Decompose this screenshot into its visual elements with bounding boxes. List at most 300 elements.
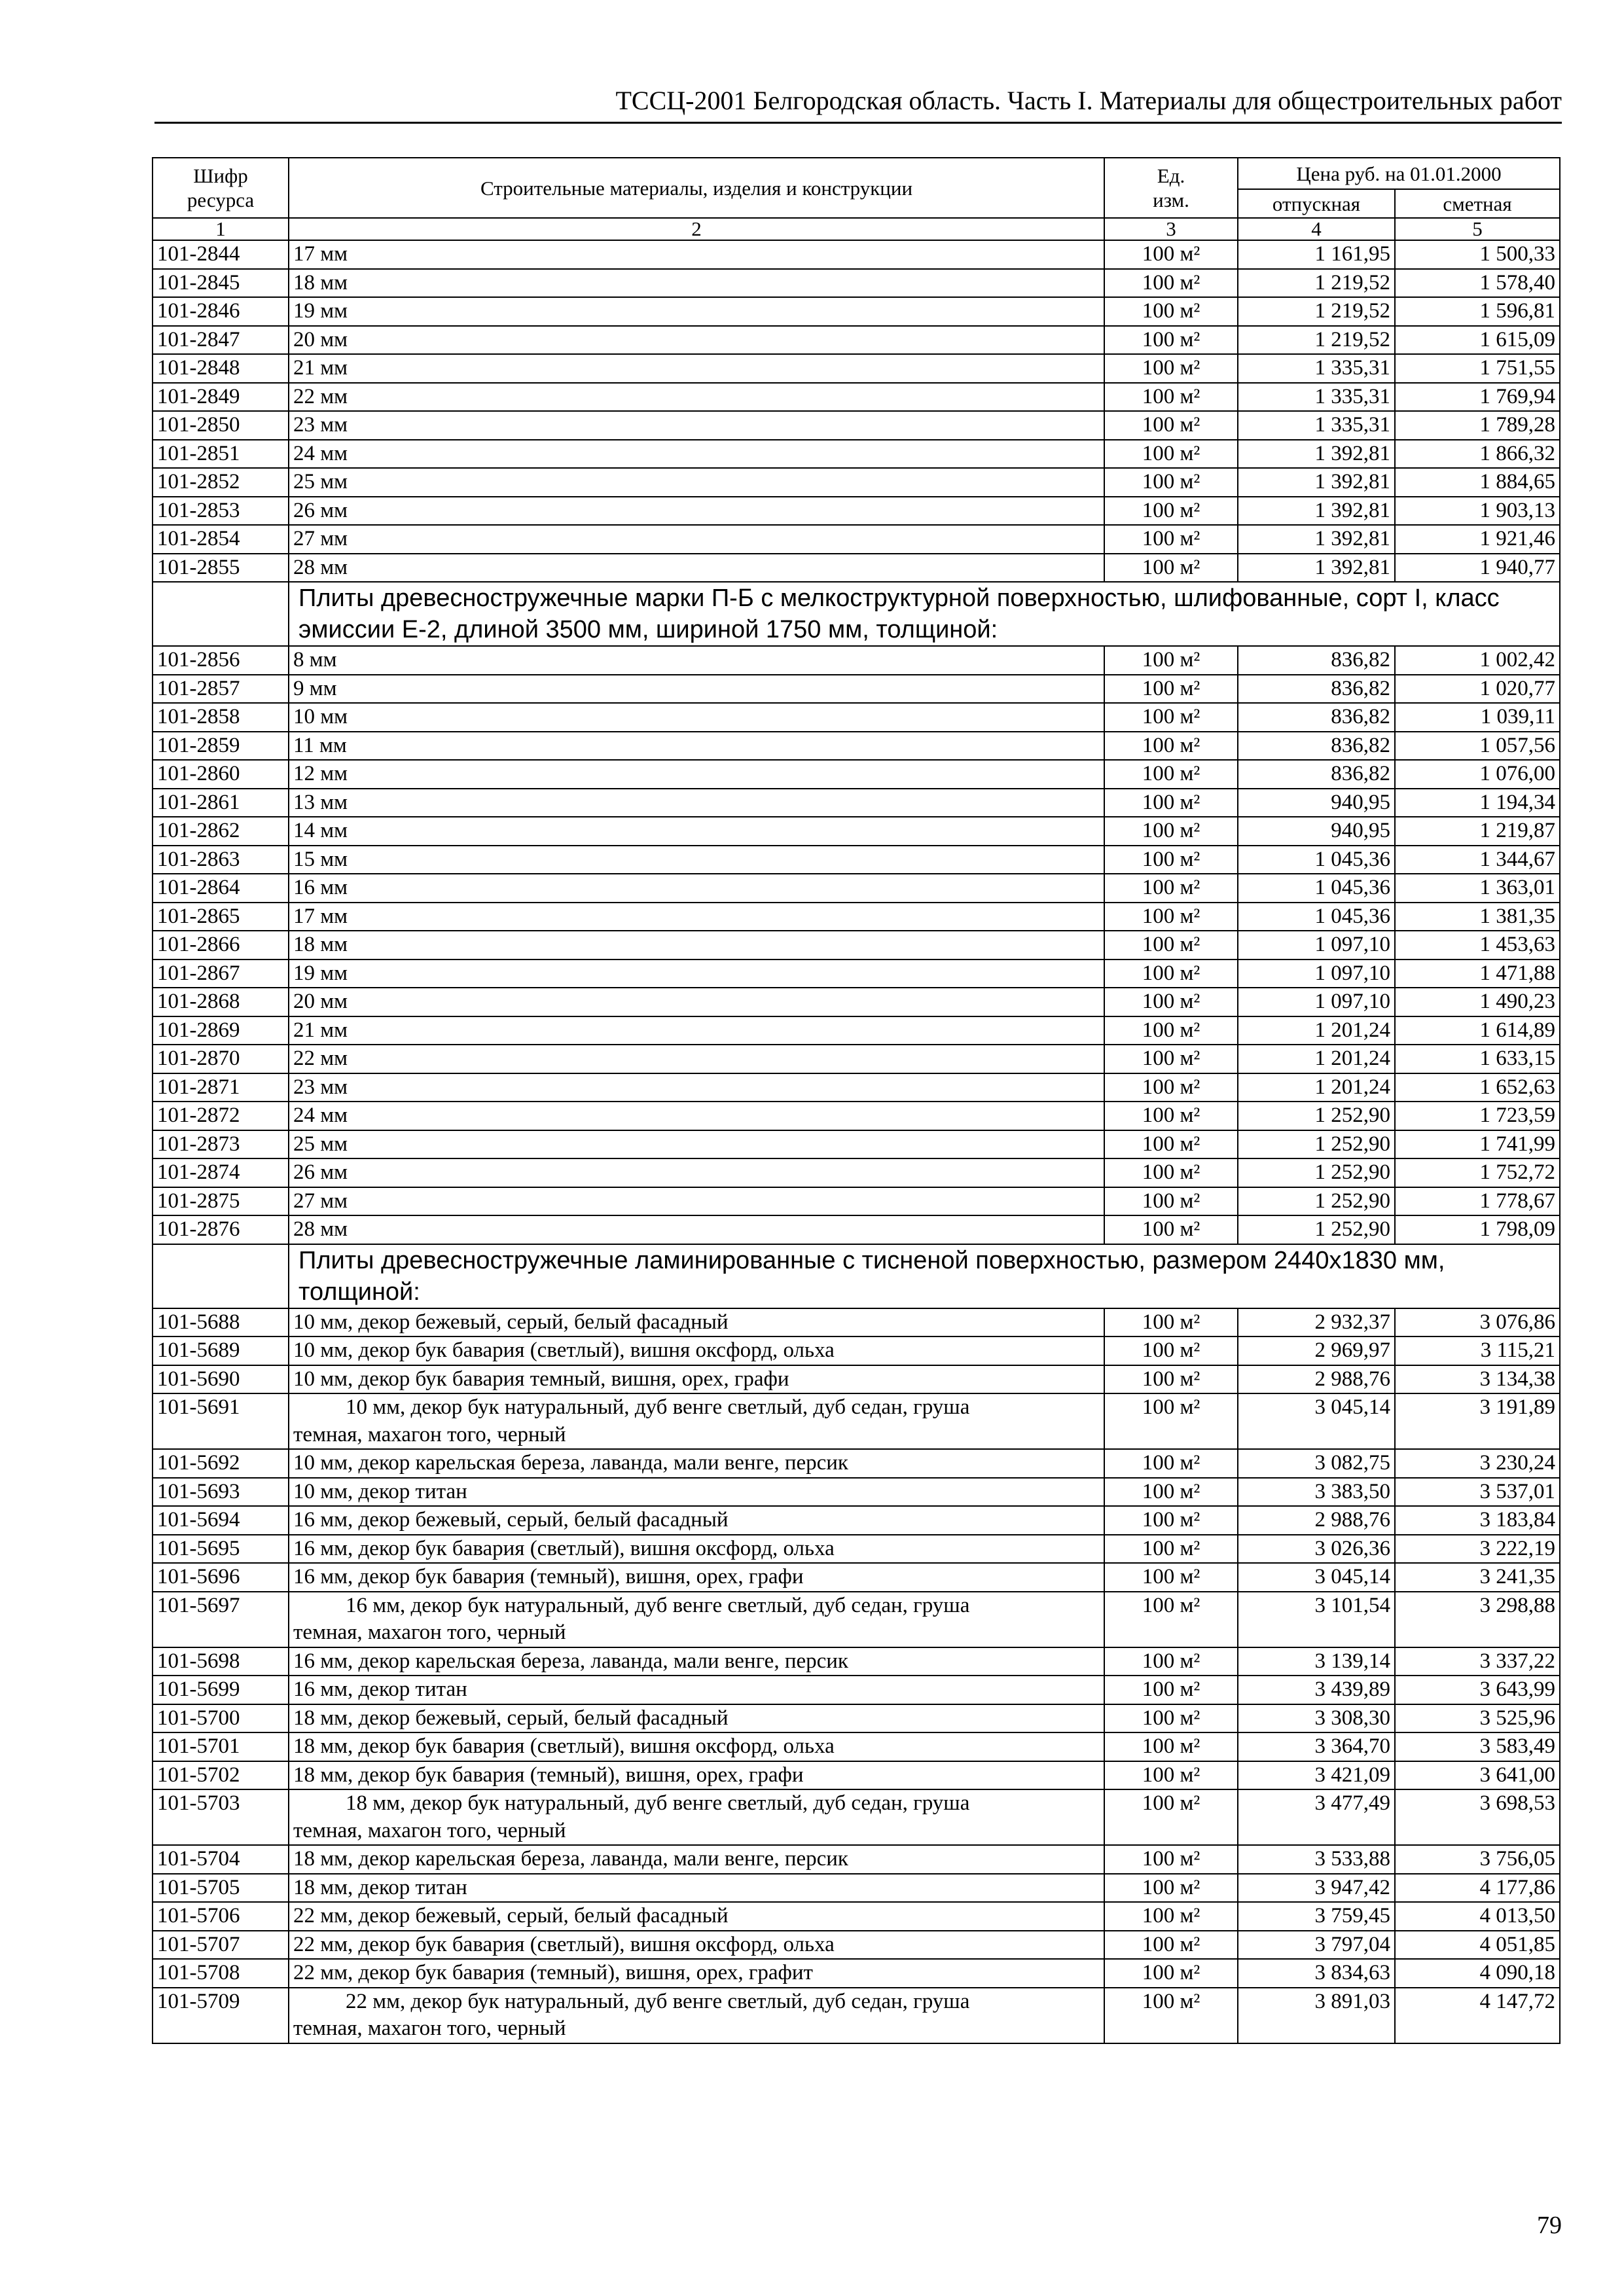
table-row	[153, 1102, 1560, 1130]
table-row	[153, 1959, 1560, 1988]
resource-code: 101-2845	[153, 269, 289, 298]
estimate-price: 4 051,85	[1395, 1931, 1560, 1960]
unit: 100 м²	[1104, 732, 1238, 761]
column-header-release: отпускная	[1238, 189, 1395, 218]
release-price: 940,95	[1238, 789, 1395, 817]
table-row	[153, 931, 1560, 960]
material-name: 10 мм, декор бук бавария (светлый), вишня оксфорд, ольха	[289, 1336, 1104, 1365]
estimate-price: 1 020,77	[1395, 675, 1560, 704]
estimate-price: 1 490,23	[1395, 988, 1560, 1016]
unit: 100 м²	[1104, 846, 1238, 874]
table-row	[153, 525, 1560, 554]
column-numbers-row: 1 2 3 4 5	[153, 218, 1560, 240]
unit: 100 м²	[1104, 1676, 1238, 1704]
resource-code: 101-2873	[153, 1130, 289, 1159]
table-row	[153, 1478, 1560, 1507]
table-row	[153, 646, 1560, 675]
material-name: 28 мм	[289, 1215, 1104, 1244]
material-name: 10 мм, декор бук бавария темный, вишня, орех, графи	[289, 1365, 1104, 1394]
table-row	[153, 1016, 1560, 1045]
release-price: 1 045,36	[1238, 903, 1395, 931]
estimate-price: 1 789,28	[1395, 411, 1560, 440]
resource-code: 101-2863	[153, 846, 289, 874]
material-name-line: 16 мм, декор бук натуральный, дуб венге светлый, дуб седан, груша	[346, 1593, 970, 1617]
release-price: 836,82	[1238, 703, 1395, 732]
resource-code: 101-5690	[153, 1365, 289, 1394]
material-name: 10 мм, декор карельская береза, лаванда, мали венге, персик	[289, 1449, 1104, 1478]
resource-code: 101-2862	[153, 817, 289, 846]
unit: 100 м²	[1104, 874, 1238, 903]
resource-code: 101-2867	[153, 960, 289, 988]
unit: 100 м²	[1104, 1761, 1238, 1790]
unit: 100 м²	[1104, 1592, 1238, 1647]
resource-code: 101-5709	[153, 1988, 289, 2043]
material-name: 22 мм, декор бук бавария (темный), вишня, орех, графит	[289, 1959, 1104, 1988]
material-name: 16 мм, декор титан	[289, 1676, 1104, 1704]
material-name: 25 мм	[289, 1130, 1104, 1159]
material-name	[289, 1789, 1104, 1845]
unit: 100 м²	[1104, 1449, 1238, 1478]
resource-code: 101-5707	[153, 1931, 289, 1960]
release-price: 1 392,81	[1238, 468, 1395, 497]
material-name: 22 мм	[289, 1045, 1104, 1073]
table-row	[153, 297, 1560, 326]
unit: 100 м²	[1104, 1732, 1238, 1761]
unit: 100 м²	[1104, 960, 1238, 988]
resource-code: 101-5702	[153, 1761, 289, 1790]
material-name: 16 мм, декор бежевый, серый, белый фасадный	[289, 1506, 1104, 1535]
release-price: 1 335,31	[1238, 383, 1395, 412]
release-price: 3 045,14	[1238, 1563, 1395, 1592]
estimate-price: 1 578,40	[1395, 269, 1560, 298]
release-price: 3 797,04	[1238, 1931, 1395, 1960]
estimate-price: 1 778,67	[1395, 1187, 1560, 1216]
release-price: 3 439,89	[1238, 1676, 1395, 1704]
table-row	[153, 1393, 1560, 1449]
estimate-price: 1 614,89	[1395, 1016, 1560, 1045]
release-price: 1 252,90	[1238, 1130, 1395, 1159]
estimate-price: 3 337,22	[1395, 1647, 1560, 1676]
release-price: 3 421,09	[1238, 1761, 1395, 1790]
material-name: 27 мм	[289, 525, 1104, 554]
table-row	[153, 1704, 1560, 1733]
resource-code: 101-2852	[153, 468, 289, 497]
material-name: 18 мм, декор бук бавария (темный), вишня, орех, графи	[289, 1761, 1104, 1790]
release-price: 1 201,24	[1238, 1073, 1395, 1102]
resource-code: 101-2849	[153, 383, 289, 412]
table-row	[153, 1931, 1560, 1960]
page-header: ТССЦ-2001 Белгородская область. Часть I. Материалы для общестроительных работ	[154, 84, 1562, 124]
material-name: 28 мм	[289, 554, 1104, 583]
resource-code: 101-2846	[153, 297, 289, 326]
release-price: 3 891,03	[1238, 1988, 1395, 2043]
material-name: 20 мм	[289, 988, 1104, 1016]
estimate-price: 1 752,72	[1395, 1158, 1560, 1187]
material-name-line: темная, махагон того, черный	[293, 2017, 566, 2040]
unit: 100 м²	[1104, 1158, 1238, 1187]
release-price: 836,82	[1238, 760, 1395, 789]
material-name: 13 мм	[289, 789, 1104, 817]
material-name: 9 мм	[289, 675, 1104, 704]
table-row	[153, 269, 1560, 298]
material-name: 26 мм	[289, 497, 1104, 526]
resource-code: 101-5689	[153, 1336, 289, 1365]
estimate-price: 1 500,33	[1395, 240, 1560, 269]
unit: 100 м²	[1104, 1959, 1238, 1988]
release-price: 3 383,50	[1238, 1478, 1395, 1507]
unit: 100 м²	[1104, 1393, 1238, 1449]
unit: 100 м²	[1104, 1365, 1238, 1394]
table-row	[153, 1158, 1560, 1187]
table-row	[153, 411, 1560, 440]
table-row	[153, 1563, 1560, 1592]
resource-code: 101-5688	[153, 1308, 289, 1337]
resource-code: 101-5698	[153, 1647, 289, 1676]
unit: 100 м²	[1104, 1187, 1238, 1216]
unit: 100 м²	[1104, 497, 1238, 526]
release-price: 1 219,52	[1238, 326, 1395, 355]
resource-code: 101-5696	[153, 1563, 289, 1592]
table-row	[153, 675, 1560, 704]
material-name: 26 мм	[289, 1158, 1104, 1187]
estimate-price: 1 723,59	[1395, 1102, 1560, 1130]
column-header-unit: Ед. изм.	[1104, 158, 1238, 218]
resource-code: 101-5693	[153, 1478, 289, 1507]
resource-code: 101-2859	[153, 732, 289, 761]
table-row	[153, 497, 1560, 526]
material-name-line: темная, махагон того, черный	[293, 1621, 566, 1644]
estimate-price: 1 798,09	[1395, 1215, 1560, 1244]
unit: 100 м²	[1104, 1647, 1238, 1676]
table-row	[153, 732, 1560, 761]
table-row	[153, 1073, 1560, 1102]
release-price: 1 219,52	[1238, 297, 1395, 326]
estimate-price: 3 115,21	[1395, 1336, 1560, 1365]
material-name: 22 мм, декор бежевый, серый, белый фасадный	[289, 1902, 1104, 1931]
table-row	[153, 1592, 1560, 1647]
unit: 100 м²	[1104, 354, 1238, 383]
estimate-price: 3 183,84	[1395, 1506, 1560, 1535]
release-price: 836,82	[1238, 675, 1395, 704]
estimate-price: 1 363,01	[1395, 874, 1560, 903]
material-name	[289, 1592, 1104, 1647]
release-price: 1 201,24	[1238, 1016, 1395, 1045]
material-name-line: 22 мм, декор бук натуральный, дуб венге светлый, дуб седан, груша	[346, 1989, 970, 2013]
material-name: 17 мм	[289, 903, 1104, 931]
release-price: 1 252,90	[1238, 1102, 1395, 1130]
table-row	[153, 1845, 1560, 1874]
material-name: 23 мм	[289, 1073, 1104, 1102]
table-row	[153, 903, 1560, 931]
estimate-price: 1 453,63	[1395, 931, 1560, 960]
table-row	[153, 1789, 1560, 1845]
unit: 100 м²	[1104, 817, 1238, 846]
table-row	[153, 1187, 1560, 1216]
release-price: 1 252,90	[1238, 1158, 1395, 1187]
estimate-price: 3 643,99	[1395, 1676, 1560, 1704]
material-name-line: темная, махагон того, черный	[293, 1422, 566, 1446]
resource-code: 101-2870	[153, 1045, 289, 1073]
estimate-price: 1 633,15	[1395, 1045, 1560, 1073]
table-row	[153, 789, 1560, 817]
table-row	[153, 440, 1560, 469]
resource-code: 101-2858	[153, 703, 289, 732]
estimate-price: 3 525,96	[1395, 1704, 1560, 1733]
material-name: 8 мм	[289, 646, 1104, 675]
column-header-estimate: сметная	[1395, 189, 1560, 218]
release-price: 1 392,81	[1238, 525, 1395, 554]
table-row	[153, 1874, 1560, 1903]
material-name: 25 мм	[289, 468, 1104, 497]
material-name	[289, 1988, 1104, 2043]
resource-code: 101-5697	[153, 1592, 289, 1647]
estimate-price: 3 076,86	[1395, 1308, 1560, 1337]
release-price: 2 988,76	[1238, 1506, 1395, 1535]
material-name: 16 мм, декор карельская береза, лаванда, мали венге, персик	[289, 1647, 1104, 1676]
resource-code: 101-5703	[153, 1789, 289, 1845]
unit: 100 м²	[1104, 988, 1238, 1016]
release-price: 3 834,63	[1238, 1959, 1395, 1988]
estimate-price: 1 039,11	[1395, 703, 1560, 732]
estimate-price: 1 940,77	[1395, 554, 1560, 583]
material-name: 14 мм	[289, 817, 1104, 846]
resource-code: 101-2876	[153, 1215, 289, 1244]
table-row	[153, 1215, 1560, 1244]
table-row	[153, 1449, 1560, 1478]
material-name-line: 10 мм, декор бук натуральный, дуб венге светлый, дуб седан, груша	[346, 1395, 970, 1419]
section-code-empty	[153, 582, 289, 646]
release-price: 1 219,52	[1238, 269, 1395, 298]
table-row	[153, 383, 1560, 412]
unit: 100 м²	[1104, 789, 1238, 817]
release-price: 1 335,31	[1238, 411, 1395, 440]
column-header-price: Цена руб. на 01.01.2000	[1238, 158, 1560, 189]
estimate-price: 3 222,19	[1395, 1535, 1560, 1564]
unit: 100 м²	[1104, 1045, 1238, 1073]
material-name: 19 мм	[289, 297, 1104, 326]
release-price: 2 932,37	[1238, 1308, 1395, 1337]
unit: 100 м²	[1104, 1988, 1238, 2043]
release-price: 1 335,31	[1238, 354, 1395, 383]
resource-code: 101-5708	[153, 1959, 289, 1988]
material-name: 18 мм, декор титан	[289, 1874, 1104, 1903]
estimate-price: 3 230,24	[1395, 1449, 1560, 1478]
section-header-row	[153, 1244, 1560, 1308]
table-row	[153, 1676, 1560, 1704]
unit: 100 м²	[1104, 931, 1238, 960]
material-name: 10 мм	[289, 703, 1104, 732]
unit: 100 м²	[1104, 1902, 1238, 1931]
table-row	[153, 1336, 1560, 1365]
estimate-price: 3 134,38	[1395, 1365, 1560, 1394]
estimate-price: 4 177,86	[1395, 1874, 1560, 1903]
column-header-code: Шифр ресурса	[153, 158, 289, 218]
material-name: 18 мм, декор бук бавария (светлый), вишня оксфорд, ольха	[289, 1732, 1104, 1761]
material-name-line: темная, махагон того, черный	[293, 1818, 566, 1842]
table-row	[153, 354, 1560, 383]
unit: 100 м²	[1104, 1130, 1238, 1159]
unit: 100 м²	[1104, 1102, 1238, 1130]
section-title: Плиты древесностружечные ламинированные с тисненой поверхностью, размером 2440х1830 мм, толщиной:	[289, 1244, 1560, 1308]
unit: 100 м²	[1104, 703, 1238, 732]
table-row	[153, 988, 1560, 1016]
estimate-price: 3 583,49	[1395, 1732, 1560, 1761]
resource-code: 101-2861	[153, 789, 289, 817]
unit: 100 м²	[1104, 760, 1238, 789]
estimate-price: 1 002,42	[1395, 646, 1560, 675]
material-name: 27 мм	[289, 1187, 1104, 1216]
estimate-price: 3 756,05	[1395, 1845, 1560, 1874]
unit: 100 м²	[1104, 240, 1238, 269]
unit: 100 м²	[1104, 326, 1238, 355]
estimate-price: 1 057,56	[1395, 732, 1560, 761]
table-row	[153, 554, 1560, 583]
resource-code: 101-2853	[153, 497, 289, 526]
resource-code: 101-5700	[153, 1704, 289, 1733]
resource-code: 101-2872	[153, 1102, 289, 1130]
release-price: 3 947,42	[1238, 1874, 1395, 1903]
material-name: 20 мм	[289, 326, 1104, 355]
release-price: 1 392,81	[1238, 440, 1395, 469]
table-row	[153, 846, 1560, 874]
resource-code: 101-5704	[153, 1845, 289, 1874]
material-name: 18 мм	[289, 931, 1104, 960]
table-row	[153, 1988, 1560, 2043]
table-row	[153, 1902, 1560, 1931]
estimate-price: 1 921,46	[1395, 525, 1560, 554]
release-price: 3 308,30	[1238, 1704, 1395, 1733]
unit: 100 м²	[1104, 1845, 1238, 1874]
unit: 100 м²	[1104, 1073, 1238, 1102]
material-name: 16 мм	[289, 874, 1104, 903]
material-name: 18 мм, декор карельская береза, лаванда, мали венге, персик	[289, 1845, 1104, 1874]
table-row	[153, 1045, 1560, 1073]
release-price: 3 533,88	[1238, 1845, 1395, 1874]
table-row	[153, 1130, 1560, 1159]
estimate-price: 3 298,88	[1395, 1592, 1560, 1647]
estimate-price: 1 615,09	[1395, 326, 1560, 355]
unit: 100 м²	[1104, 1478, 1238, 1507]
unit: 100 м²	[1104, 1506, 1238, 1535]
material-name: 22 мм	[289, 383, 1104, 412]
material-name: 24 мм	[289, 440, 1104, 469]
unit: 100 м²	[1104, 675, 1238, 704]
estimate-price: 3 698,53	[1395, 1789, 1560, 1845]
resource-code: 101-2865	[153, 903, 289, 931]
estimate-price: 1 769,94	[1395, 383, 1560, 412]
release-price: 3 045,14	[1238, 1393, 1395, 1449]
material-name: 24 мм	[289, 1102, 1104, 1130]
material-name: 21 мм	[289, 1016, 1104, 1045]
release-price: 2 969,97	[1238, 1336, 1395, 1365]
resource-code: 101-5691	[153, 1393, 289, 1449]
section-code-empty	[153, 1244, 289, 1308]
release-price: 1 252,90	[1238, 1187, 1395, 1216]
table-row	[153, 1535, 1560, 1564]
unit: 100 м²	[1104, 1704, 1238, 1733]
table-row	[153, 1506, 1560, 1535]
material-name: 10 мм, декор бежевый, серый, белый фасадный	[289, 1308, 1104, 1337]
resource-code: 101-2875	[153, 1187, 289, 1216]
resource-code: 101-2864	[153, 874, 289, 903]
resource-code: 101-5695	[153, 1535, 289, 1564]
resource-code: 101-2866	[153, 931, 289, 960]
table-row	[153, 960, 1560, 988]
estimate-price: 1 866,32	[1395, 440, 1560, 469]
resource-code: 101-2874	[153, 1158, 289, 1187]
estimate-price: 1 652,63	[1395, 1073, 1560, 1102]
estimate-price: 3 191,89	[1395, 1393, 1560, 1449]
resource-code: 101-2848	[153, 354, 289, 383]
unit: 100 м²	[1104, 1016, 1238, 1045]
resource-code: 101-2854	[153, 525, 289, 554]
unit: 100 м²	[1104, 269, 1238, 298]
material-name: 18 мм, декор бежевый, серый, белый фасадный	[289, 1704, 1104, 1733]
unit: 100 м²	[1104, 1535, 1238, 1564]
estimate-price: 1 194,34	[1395, 789, 1560, 817]
release-price: 1 252,90	[1238, 1215, 1395, 1244]
material-name: 23 мм	[289, 411, 1104, 440]
resource-code: 101-5699	[153, 1676, 289, 1704]
resource-code: 101-2850	[153, 411, 289, 440]
unit: 100 м²	[1104, 411, 1238, 440]
unit: 100 м²	[1104, 1874, 1238, 1903]
material-name: 12 мм	[289, 760, 1104, 789]
material-name: 11 мм	[289, 732, 1104, 761]
release-price: 940,95	[1238, 817, 1395, 846]
unit: 100 м²	[1104, 525, 1238, 554]
resource-code: 101-5705	[153, 1874, 289, 1903]
release-price: 3 082,75	[1238, 1449, 1395, 1478]
release-price: 1 161,95	[1238, 240, 1395, 269]
material-name: 10 мм, декор титан	[289, 1478, 1104, 1507]
table-row	[153, 703, 1560, 732]
release-price: 1 392,81	[1238, 497, 1395, 526]
release-price: 836,82	[1238, 646, 1395, 675]
estimate-price: 1 344,67	[1395, 846, 1560, 874]
resource-code: 101-2857	[153, 675, 289, 704]
estimate-price: 1 751,55	[1395, 354, 1560, 383]
table-row	[153, 1647, 1560, 1676]
estimate-price: 1 741,99	[1395, 1130, 1560, 1159]
section-header-row	[153, 582, 1560, 646]
estimate-price: 1 219,87	[1395, 817, 1560, 846]
estimate-price: 3 241,35	[1395, 1563, 1560, 1592]
release-price: 3 364,70	[1238, 1732, 1395, 1761]
resource-code: 101-5692	[153, 1449, 289, 1478]
release-price: 3 139,14	[1238, 1647, 1395, 1676]
material-name-line: 18 мм, декор бук натуральный, дуб венге светлый, дуб седан, груша	[346, 1791, 970, 1815]
table-row	[153, 1761, 1560, 1790]
unit: 100 м²	[1104, 1789, 1238, 1845]
resource-code: 101-5694	[153, 1506, 289, 1535]
unit: 100 м²	[1104, 903, 1238, 931]
table-row	[153, 326, 1560, 355]
material-name: 18 мм	[289, 269, 1104, 298]
material-name: 17 мм	[289, 240, 1104, 269]
material-name: 16 мм, декор бук бавария (светлый), вишня оксфорд, ольха	[289, 1535, 1104, 1564]
unit: 100 м²	[1104, 646, 1238, 675]
release-price: 1 097,10	[1238, 931, 1395, 960]
resource-code: 101-2868	[153, 988, 289, 1016]
table-row	[153, 760, 1560, 789]
release-price: 836,82	[1238, 732, 1395, 761]
estimate-price: 1 884,65	[1395, 468, 1560, 497]
unit: 100 м²	[1104, 468, 1238, 497]
release-price: 1 097,10	[1238, 960, 1395, 988]
release-price: 3 026,36	[1238, 1535, 1395, 1564]
table-row	[153, 817, 1560, 846]
